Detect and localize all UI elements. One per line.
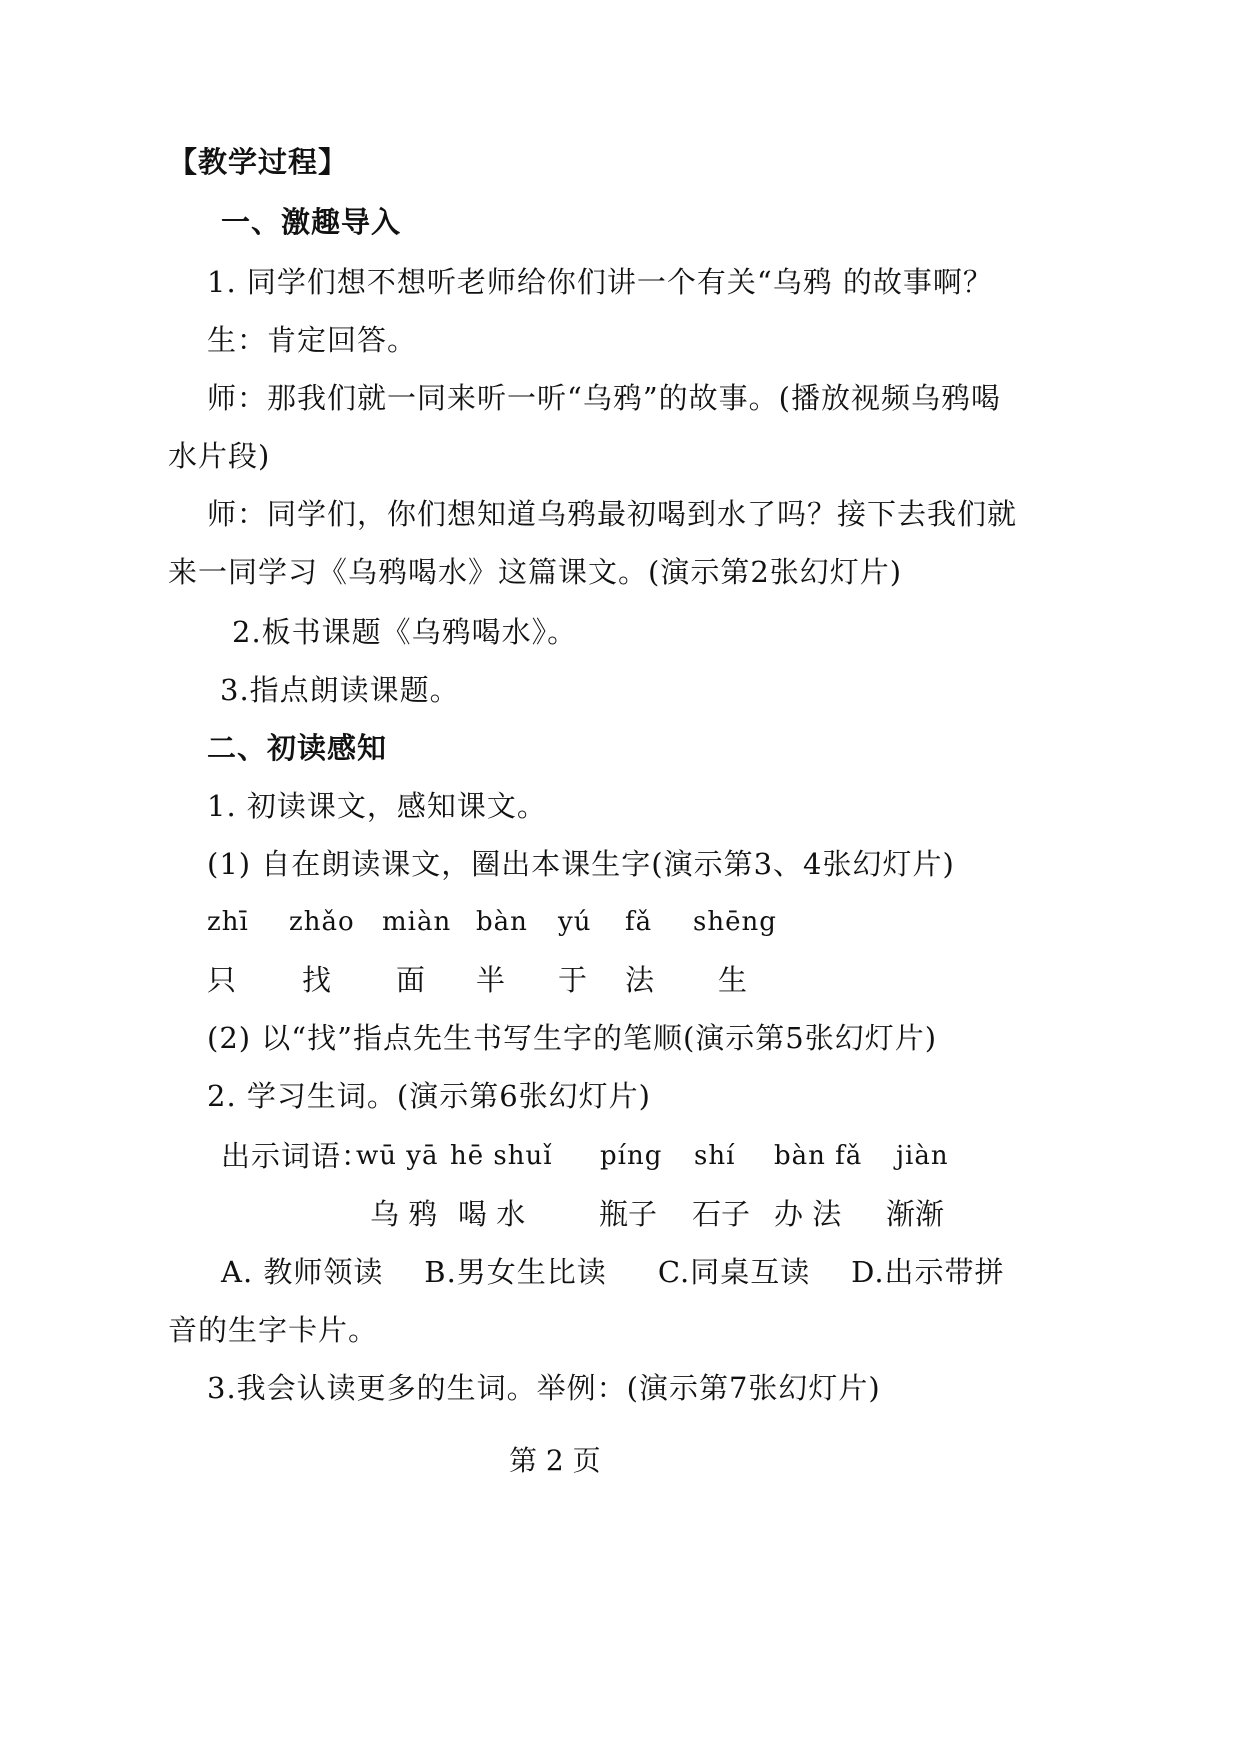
- paragraph-line: (2) 以“找”指点先生书写生字的笔顺(演示第5张幻灯片): [207, 1021, 938, 1055]
- paragraph-line: 水片段): [168, 439, 271, 473]
- word: 瓶子: [599, 1197, 658, 1231]
- paragraph-line: 师：那我们就一同来听一听“乌鸦”的故事。(播放视频乌鸦喝: [207, 381, 1001, 415]
- character: 找: [302, 963, 332, 997]
- word: 办 法: [774, 1197, 842, 1231]
- paragraph-line: 1. 初读课文，感知课文。: [207, 789, 547, 823]
- character: 半: [476, 963, 506, 997]
- paragraph-line: 3.我会认读更多的生词。举例：(演示第7张幻灯片): [207, 1371, 881, 1405]
- pinyin: zhī: [207, 907, 249, 937]
- pinyin: miàn: [382, 907, 452, 937]
- word: 石子: [692, 1197, 751, 1231]
- word: 乌 鸦: [370, 1197, 438, 1231]
- character: 法: [625, 963, 655, 997]
- pinyin: zhǎo: [289, 907, 355, 937]
- pinyin: píng: [600, 1141, 663, 1171]
- paragraph-line: 音的生字卡片。: [168, 1313, 379, 1347]
- pinyin: bàn: [476, 907, 528, 937]
- character: 生: [718, 963, 748, 997]
- part2-heading: 二、初读感知: [207, 731, 388, 765]
- paragraph-line: 师：同学们，你们想知道乌鸦最初喝到水了吗？接下去我们就: [207, 497, 1018, 531]
- word: 喝 水: [458, 1197, 526, 1231]
- pinyin: shēng: [693, 907, 777, 937]
- pinyin: fǎ: [625, 907, 653, 937]
- paragraph-line: 2. 学习生词。(演示第6张幻灯片): [207, 1079, 651, 1113]
- page-number: 第 2 页: [509, 1444, 601, 1477]
- paragraph-line: 3.指点朗读课题。: [220, 673, 460, 707]
- pinyin: jiàn: [896, 1141, 949, 1171]
- character: 面: [396, 963, 426, 997]
- paragraph-line: A. 教师领读 B.男女生比读 C.同桌互读 D.出示带拼: [221, 1255, 1005, 1289]
- word: 渐渐: [886, 1197, 945, 1231]
- pinyin: hē shuǐ: [450, 1141, 553, 1171]
- words-label: 出示词语：: [221, 1139, 372, 1173]
- character: 于: [558, 963, 588, 997]
- paragraph-line: 2.板书课题《乌鸦喝水》。: [232, 615, 578, 649]
- pinyin: wū yā: [356, 1141, 439, 1171]
- section-heading: 【教学过程】: [168, 145, 349, 179]
- part1-heading: 一、激趣导入: [221, 205, 402, 239]
- character: 只: [207, 963, 237, 997]
- pinyin: yú: [558, 907, 592, 937]
- pinyin: shí: [694, 1141, 736, 1171]
- paragraph-line: 来一同学习《乌鸦喝水》这篇课文。(演示第2张幻灯片): [168, 555, 903, 589]
- paragraph-line: (1) 自在朗读课文，圈出本课生字(演示第3、4张幻灯片): [207, 847, 955, 881]
- pinyin: bàn fǎ: [774, 1141, 863, 1171]
- paragraph-line: 生：肯定回答。: [207, 323, 418, 357]
- paragraph-line: 1. 同学们想不想听老师给你们讲一个有关“乌鸦 的故事啊？: [207, 265, 993, 299]
